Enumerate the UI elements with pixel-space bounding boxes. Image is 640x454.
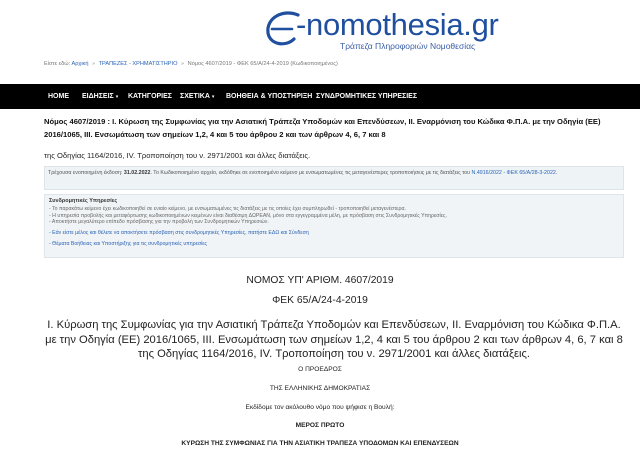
subscription-line: - Αποκτήστε μεγαλύτερο επίπεδο πρόσβασης για την προβολή των Συνδρομητικών Υπηρεσιών. xyxy=(49,219,269,226)
breadcrumb-prefix: Είστε εδώ: xyxy=(44,61,71,67)
chevron-down-icon: ▾ xyxy=(115,94,119,100)
document-title: Ι. Κύρωση της Συμφωνίας για την Ασιατική Τράπεζα Υποδομών και Επενδύσεων, ΙΙ. Εναρμόνιση του Κώδικα Φ.Π.Α. με την Οδηγία (ΕΕ) 2016/1065, ΙΙΙ. Ενσωμάτωση των σημείων 1,2, 4 και 5 του άρθρου 2 και των άρθρων 4, 6, 7 και 8 της Οδηγίας 1164/2016, IV. Τροποποίηση του ν. 2971/2001 και άλλες διατάξεις. xyxy=(45,319,623,360)
document-republic: ΤΗΣ ΕΛΛΗΝΙΚΗΣ ΔΗΜΟΚΡΑΤΙΑΣ xyxy=(269,385,371,392)
nav-item-news[interactable]: ΕΙΔΗΣΕΙΣ ▾ xyxy=(82,93,119,100)
main-navbar xyxy=(0,84,640,109)
info-date: 31.02.2022 xyxy=(123,170,151,176)
breadcrumb-category-link[interactable]: ΤΡΑΠΕΖΕΣ - ΧΡΗΜΑΤΙΣΤΗΡΙΟ xyxy=(98,61,178,67)
logo-subtitle: Τράπεζα Πληροφοριών Νομοθεσίας xyxy=(340,41,476,51)
consolidated-version-notice: Τρέχουσα ενοποιημένη έκδοση: 31.02.2022. Το Κωδικοποιημένο αρχείο, εκδόθηκε σε ενοποιημένο κείμενο με ενσωματωμένες τις μεταγενέστερες τροποποιήσεις με τις διατάξεις του Ν.4916/2022 - ΦΕΚ 65/Α/28-3-2022. xyxy=(44,166,624,190)
subscription-line: - Το παρακάτω κείμενο έχει κωδικοποιηθεί σε ενιαίο κείμενο, με ενσωματωμένες τις διατάξεις με τις οποίες έχει συμπληρωθεί - τροποποιηθεί μεταγενέστερα. xyxy=(49,205,406,212)
nav-item-help-support[interactable]: ΒΟΗΘΕΙΑ & ΥΠΟΣΤΗΡΙΞΗ xyxy=(226,93,313,100)
info-amendment-link[interactable]: Ν.4916/2022 - ΦΕΚ 65/Α/28-3-2022 xyxy=(471,170,556,176)
subscription-help-link[interactable]: - Θέματα Βοήθειας και Υποστήριξης για τις συνδρομητικές υπηρεσίες xyxy=(49,240,208,247)
logo-text: -nomothesia.gr xyxy=(296,7,499,42)
document-gazette-number: ΦΕΚ 65/Α/24-4-2019 xyxy=(272,295,368,306)
breadcrumb-separator: » xyxy=(92,61,96,67)
law-title: Νόμος 4607/2019 : Ι. Κύρωση της Συμφωνίας για την Ασιατική Τράπεζα Υποδομών και Επενδύσεων, ΙΙ. Εναρμόνιση του Κώδικα Φ.Π.Α. με την Οδηγία (ΕΕ) 2016/1065, ΙΙΙ. Ενσωμάτωση των σημείων 1,2, 4 και 5 του άρθρου 2 και των άρθρων 4, 6, 7 και 8 xyxy=(44,117,601,139)
breadcrumb-current: Νόμος 4607/2019 - ΦΕΚ 65/Α/24-4-2019 (Κωδικοποιημένος) xyxy=(187,61,338,67)
nav-item-home[interactable]: HOME xyxy=(48,93,69,100)
subscription-services-box xyxy=(44,194,624,258)
subscription-line: - Η υπηρεσία προβολής και μεταφόρτωσης κωδικοποιημένων κειμένων είναι διαθέσιμη ΔΩΡΕΑΝ, μόνο στα εγγεγραμμένα μέλη, με πρόσβαση στις Συνδρομητικές Υπηρεσίες. xyxy=(49,212,447,219)
subscription-heading: Συνδρομητικές Υπηρεσίες xyxy=(49,198,118,204)
document-law-number: ΝΟΜΟΣ ΥΠ' ΑΡΙΘΜ. 4607/2019 xyxy=(246,275,394,286)
subscription-login-link[interactable]: - Εάν είστε μέλος και θέλετε να αποκτήσετε πρόσβαση στις συνδρομητικές Υπηρεσίες, πατήστε ΕΔΩ και Σύνδεση xyxy=(49,230,309,237)
site-logo[interactable] xyxy=(262,7,499,53)
chevron-down-icon: ▾ xyxy=(211,94,215,100)
nav-item-subscription-services[interactable]: ΣΥΝΔΡΟΜΗΤΙΚΕΣ ΥΠΗΡΕΣΙΕΣ xyxy=(316,93,418,100)
info-text: . Το Κωδικοποιημένο αρχείο, εκδόθηκε σε ενοποιημένο κείμενο με ενσωματωμένες τις μεταγενέστερες τροποποιήσεις με τις διατάξεις του xyxy=(150,170,471,176)
breadcrumb-separator: » xyxy=(180,61,185,67)
info-label: Τρέχουσα ενοποιημένη έκδοση: xyxy=(48,170,123,176)
law-title-continuation: της Οδηγίας 1164/2016, IV. Τροποποίηση του ν. 2971/2001 και άλλες διατάξεις. xyxy=(44,151,311,160)
nav-item-categories[interactable]: ΚΑΤΗΓΟΡΙΕΣ xyxy=(128,93,172,100)
breadcrumb-home-link[interactable]: Αρχική xyxy=(71,61,89,67)
document-part-heading: ΜΕΡΟΣ ΠΡΩΤΟ xyxy=(295,422,345,429)
nav-item-related[interactable]: ΣΧΕΤΙΚΑ ▾ xyxy=(180,93,215,100)
document-section-heading: ΚΥΡΩΣΗ ΤΗΣ ΣΥΜΦΩΝΙΑΣ ΓΙΑ ΤΗΝ ΑΣΙΑΤΙΚΗ ΤΡΑΠΕΖΑ ΥΠΟΔΟΜΩΝ ΚΑΙ ΕΠΕΝΔΥΣΕΩΝ xyxy=(181,440,459,447)
document-enactment: Εκδίδομε τον ακόλουθο νόμο που ψήφισε η Βουλή: xyxy=(245,404,395,411)
breadcrumb xyxy=(44,61,338,67)
document-president: Ο ΠΡΟΕΔΡΟΣ xyxy=(298,366,342,373)
